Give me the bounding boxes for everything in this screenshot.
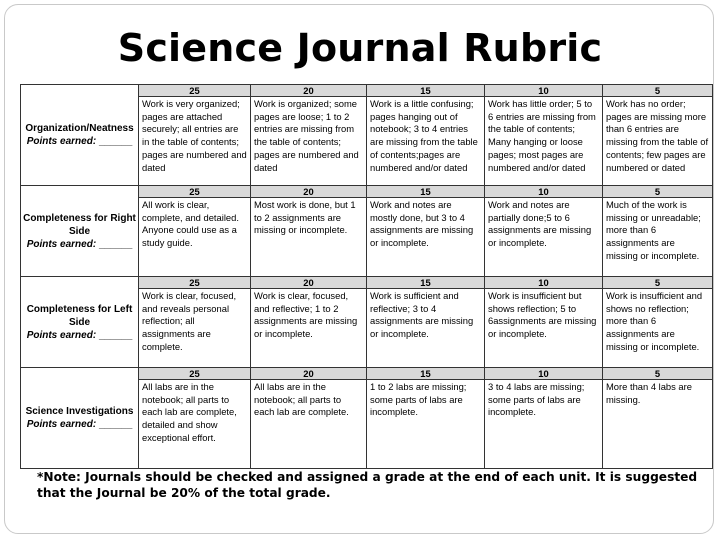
descriptor-cell: All labs are in the notebook; all parts to each lab are complete. [251, 380, 367, 469]
descriptor-cell: More than 4 labs are missing. [603, 380, 713, 469]
points-earned-blank: ______ [98, 238, 133, 250]
footnote: *Note: Journals should be checked and assigned a grade at the end of each unit. It is suggested that the Journal be 20% of the total grade. [37, 470, 698, 500]
points-earned-label: Points earned: [26, 238, 97, 250]
descriptor-cell: Work is organized; some pages are loose; 1 to 2 entries are missing from the table of contents; pages are numbered and dated [251, 97, 367, 186]
score-value: 5 [603, 277, 713, 289]
score-value: 10 [485, 368, 603, 380]
score-value: 15 [367, 277, 485, 289]
category-cell [21, 186, 139, 277]
page-title: Science Journal Rubric [117, 26, 603, 70]
score-value: 15 [367, 186, 485, 198]
descriptor-cell: Work and notes are partially done;5 to 6 assignments are missing or incomplete. [485, 198, 603, 277]
descriptor-cell: All work is clear, complete, and detailed. Anyone could use as a study guide. [139, 198, 251, 277]
score-header-row [21, 186, 713, 198]
score-value: 10 [485, 277, 603, 289]
score-value: 25 [139, 368, 251, 380]
descriptor-cell: All labs are in the notebook; all parts to each lab are complete, detailed and show exceptional effort. [139, 380, 251, 469]
points-earned [23, 329, 136, 342]
category-name: Organization/Neatness [25, 123, 134, 134]
descriptor-cell: Most work is done, but 1 to 2 assignments are missing or incomplete. [251, 198, 367, 277]
descriptor-cell: 3 to 4 labs are missing; some parts of labs are incomplete. [485, 380, 603, 469]
descriptor-cell: Work is sufficient and reflective; 3 to 4 assignments are missing or incomplete. [367, 289, 485, 368]
score-value: 5 [603, 368, 713, 380]
score-value: 15 [367, 85, 485, 97]
score-value: 15 [367, 368, 485, 380]
points-earned-label: Points earned: [26, 329, 97, 341]
descriptor-cell: Work is a little confusing; pages hanging out of notebook; 3 to 4 entries are missing from the table of contents;pages are numbered and/or dated [367, 97, 485, 186]
score-header-row [21, 277, 713, 289]
descriptor-cell: 1 to 2 labs are missing; some parts of labs are incomplete. [367, 380, 485, 469]
score-value: 20 [251, 186, 367, 198]
descriptor-cell: Work and notes are mostly done, but 3 to 4 assignments are missing or incomplete. [367, 198, 485, 277]
category-name: Completeness for Left Side [26, 303, 133, 328]
points-earned [23, 418, 136, 431]
score-value: 25 [139, 277, 251, 289]
score-value: 10 [485, 85, 603, 97]
score-value: 5 [603, 85, 713, 97]
descriptor-cell: Work is insufficient but shows reflection; 5 to 6assignments are missing or incomplete. [485, 289, 603, 368]
descriptor-cell: Work is very organized; pages are attached securely; all entries are in the table of contents; pages are numbered and dated [139, 97, 251, 186]
points-earned-blank: ______ [98, 419, 133, 430]
category-cell [21, 368, 139, 469]
points-earned [23, 135, 136, 148]
score-header-row [21, 85, 713, 97]
rubric-table [20, 84, 713, 469]
descriptor-cell: Work is clear, focused, and reveals personal reflection; all assignments are complete. [139, 289, 251, 368]
descriptor-cell: Work is clear, focused, and reflective; 1 to 2 assignments are missing or incomplete. [251, 289, 367, 368]
score-value: 20 [251, 277, 367, 289]
score-value: 5 [603, 186, 713, 198]
rubric-body [21, 85, 713, 469]
score-value: 20 [251, 85, 367, 97]
category-name: Science Investigations [25, 406, 134, 417]
descriptor-cell: Work has little order; 5 to 6 entries are missing from the table of contents; Many hanging or loose pages; most pages are numbered and/or dated [485, 97, 603, 186]
descriptor-cell: Work has no order; pages are missing more than 6 entries are missing from the table of contents; few pages are numbered or dated [603, 97, 713, 186]
points-earned-blank: ______ [98, 329, 133, 341]
score-value: 25 [139, 186, 251, 198]
points-earned-label: Points earned: [26, 136, 97, 147]
points-earned-blank: ______ [98, 136, 133, 147]
score-header-row [21, 368, 713, 380]
descriptor-cell: Much of the work is missing or unreadable; more than 6 assignments are missing or incomplete. [603, 198, 713, 277]
score-value: 10 [485, 186, 603, 198]
category-cell [21, 277, 139, 368]
descriptor-cell: Work is insufficient and shows no reflection; more than 6 assignments are missing or incomplete. [603, 289, 713, 368]
score-value: 25 [139, 85, 251, 97]
points-earned [23, 238, 136, 251]
category-name: Completeness for Right Side [23, 212, 136, 237]
category-cell [21, 85, 139, 186]
points-earned-label: Points earned: [26, 419, 97, 430]
score-value: 20 [251, 368, 367, 380]
